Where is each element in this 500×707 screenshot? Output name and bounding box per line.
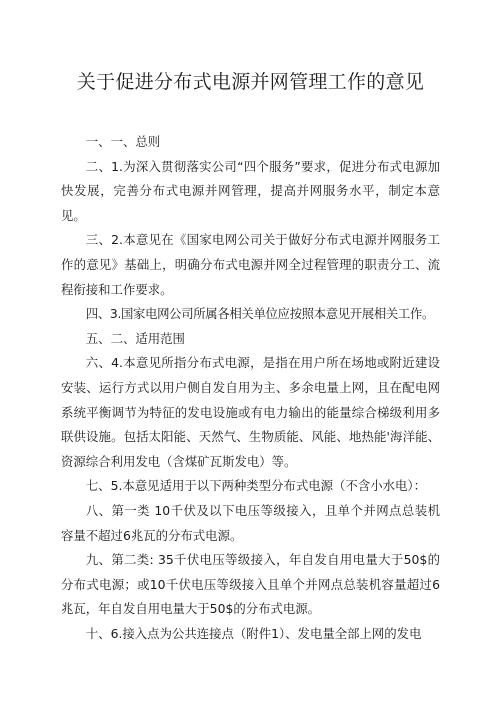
- document-body: [61, 130, 440, 646]
- paragraph: 九、第二类: 35千伏电压等级接入，年自发自用电量大于50$的分布式电源；或10千伏电压等级接入且单个并网点总装机容量超过6兆瓦，年自发自用电量大于50$的分布式电源。: [61, 552, 440, 617]
- paragraph: 三、2.本意见在《国家电网公司关于做好分布式电源并网服务工作的意见》基础上，明确分布式电源并网全过程管理的职责分工、流程衔接和工作要求。: [61, 232, 440, 297]
- paragraph: 五、二、适用范围: [85, 330, 185, 346]
- paragraph: 八、第一类 10千伏及以下电压等级接入，且单个并网点总装机容量不超过6兆瓦的分布式电源。: [61, 502, 440, 543]
- paragraph: 六、4.本意见所指分布式电源，是指在用户所在场地或附近建设安装、运行方式以用户侧自发自用为主、多余电量上网，且在配电网系统平衡调节为特征的发电设施或有电力输出的能量综合梯级利用多联供设施。包括太阳能、天然气、生物质能、风能、地热能'海洋能、资源综合利用发电（含煤矿瓦斯发电）等。: [61, 355, 440, 469]
- paragraph: 十、6.接入点为公共连接点（附件1）、发电量全部上网的发电: [85, 625, 422, 641]
- paragraph: 四、3.国家电网公司所属各相关单位应按照本意见开展相关工作。: [85, 306, 435, 322]
- paragraph: 二、1.为深入贯彻落实公司“四个服务”要求，促进分布式电源加快发展，完善分布式电源并网管理，提高并网服务水平，制定本意见。: [61, 158, 440, 223]
- document-title: 关于促进分布式电源并网管理工作的意见: [76, 71, 425, 93]
- paragraph: 一、一、总则: [85, 134, 161, 149]
- paragraph: 七、5.本意见适用于以下两种类型分布式电源（不含小水电）：: [85, 478, 426, 494]
